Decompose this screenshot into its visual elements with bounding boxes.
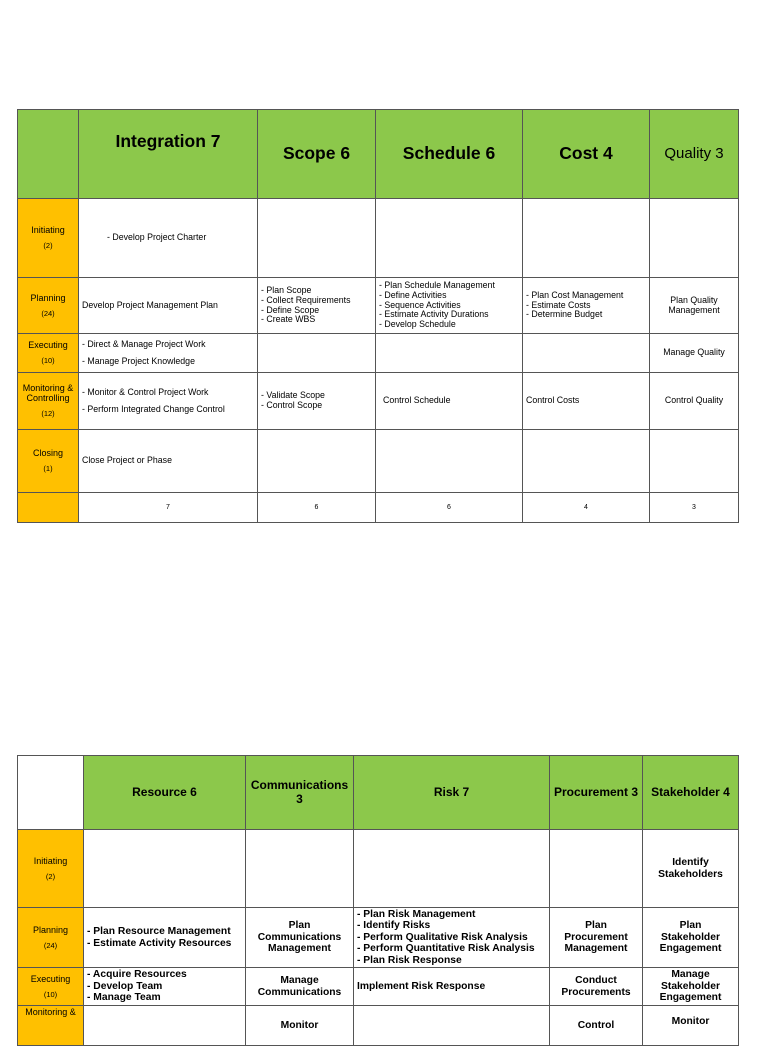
- header-row-2: [18, 756, 739, 830]
- scope-monitoring: - Validate Scope - Control Scope: [258, 373, 376, 430]
- row2-initiating: [18, 830, 739, 908]
- procurement-initiating: [550, 830, 643, 908]
- scope-closing: [258, 430, 376, 493]
- procurement-executing: Conduct Procurements: [550, 968, 643, 1006]
- row2-planning: [18, 908, 739, 968]
- header-integration: Integration 7: [79, 110, 258, 199]
- quality-closing: [650, 430, 739, 493]
- total-quality: 3: [650, 493, 739, 523]
- integration-planning: Develop Project Management Plan: [79, 278, 258, 334]
- corner-cell-2: [18, 756, 84, 830]
- header-stakeholder: Stakeholder 4: [643, 756, 739, 830]
- resource-planning: - Plan Resource Management - Estimate Activity Resources: [84, 908, 246, 968]
- communications-monitoring: Monitor: [246, 1006, 354, 1046]
- total-integration: 7: [79, 493, 258, 523]
- scope-initiating: [258, 199, 376, 278]
- resource-initiating: [84, 830, 246, 908]
- group2-initiating: Initiating (2): [18, 830, 84, 908]
- totals-label-cell: [18, 493, 79, 523]
- integration-monitoring: - Monitor & Control Project Work - Perform Integrated Change Control: [79, 373, 258, 430]
- group-planning: Planning (24): [18, 278, 79, 334]
- risk-initiating: [354, 830, 550, 908]
- group-closing: Closing (1): [18, 430, 79, 493]
- row2-monitoring: [18, 1006, 739, 1046]
- header-resource: Resource 6: [84, 756, 246, 830]
- cost-closing: [523, 430, 650, 493]
- resource-monitoring: [84, 1006, 246, 1046]
- integration-executing: - Direct & Manage Project Work - Manage Project Knowledge: [79, 334, 258, 373]
- integration-initiating: - Develop Project Charter: [79, 199, 258, 278]
- stakeholder-monitoring: Monitor: [643, 1006, 739, 1046]
- schedule-planning: - Plan Schedule Management - Define Activities - Sequence Activities - Estimate Activity Durations - Develop Schedule: [376, 278, 523, 334]
- group2-planning: Planning (24): [18, 908, 84, 968]
- stakeholder-initiating: Identify Stakeholders: [643, 830, 739, 908]
- row-planning: [18, 278, 739, 334]
- integration-closing: Close Project or Phase: [79, 430, 258, 493]
- communications-executing: Manage Communications: [246, 968, 354, 1006]
- procurement-monitoring: Control: [550, 1006, 643, 1046]
- stakeholder-planning: Plan Stakeholder Engagement: [643, 908, 739, 968]
- risk-planning: - Plan Risk Management - Identify Risks - Perform Qualitative Risk Analysis - Perform Quantitative Risk Analysis - Plan Risk Response: [354, 908, 550, 968]
- row-monitoring: [18, 373, 739, 430]
- communications-initiating: [246, 830, 354, 908]
- row-closing: [18, 430, 739, 493]
- schedule-closing: [376, 430, 523, 493]
- header-communications: Communications 3: [246, 756, 354, 830]
- cost-executing: [523, 334, 650, 373]
- header-cost: Cost 4: [523, 110, 650, 199]
- scope-planning: - Plan Scope - Collect Requirements - Define Scope - Create WBS: [258, 278, 376, 334]
- total-schedule: 6: [376, 493, 523, 523]
- header-schedule: Schedule 6: [376, 110, 523, 199]
- row-totals: [18, 493, 739, 523]
- group-executing: Executing (10): [18, 334, 79, 373]
- quality-planning: Plan Quality Management: [650, 278, 739, 334]
- group-initiating: Initiating (2): [18, 199, 79, 278]
- risk-executing: Implement Risk Response: [354, 968, 550, 1006]
- row2-executing: [18, 968, 739, 1006]
- quality-initiating: [650, 199, 739, 278]
- row-initiating: [18, 199, 739, 278]
- process-table-2: [17, 755, 739, 1046]
- cost-initiating: [523, 199, 650, 278]
- total-scope: 6: [258, 493, 376, 523]
- row-executing: [18, 334, 739, 373]
- process-table-1: [17, 109, 739, 523]
- group2-monitoring: Monitoring &: [18, 1006, 84, 1046]
- group-monitoring: Monitoring & Controlling (12): [18, 373, 79, 430]
- quality-monitoring: Control Quality: [650, 373, 739, 430]
- scope-executing: [258, 334, 376, 373]
- header-procurement: Procurement 3: [550, 756, 643, 830]
- header-row: [18, 110, 739, 199]
- procurement-planning: Plan Procurement Management: [550, 908, 643, 968]
- communications-planning: Plan Communications Management: [246, 908, 354, 968]
- corner-cell: [18, 110, 79, 199]
- group2-executing: Executing (10): [18, 968, 84, 1006]
- quality-executing: Manage Quality: [650, 334, 739, 373]
- schedule-initiating: [376, 199, 523, 278]
- stakeholder-executing: Manage Stakeholder Engagement: [643, 968, 739, 1006]
- total-cost: 4: [523, 493, 650, 523]
- resource-executing: - Acquire Resources - Develop Team - Manage Team: [84, 968, 246, 1006]
- schedule-executing: [376, 334, 523, 373]
- cost-monitoring: Control Costs: [523, 373, 650, 430]
- risk-monitoring: [354, 1006, 550, 1046]
- header-risk: Risk 7: [354, 756, 550, 830]
- cost-planning: - Plan Cost Management - Estimate Costs - Determine Budget: [523, 278, 650, 334]
- schedule-monitoring: Control Schedule: [376, 373, 523, 430]
- header-scope: Scope 6: [258, 110, 376, 199]
- header-quality: Quality 3: [650, 110, 739, 199]
